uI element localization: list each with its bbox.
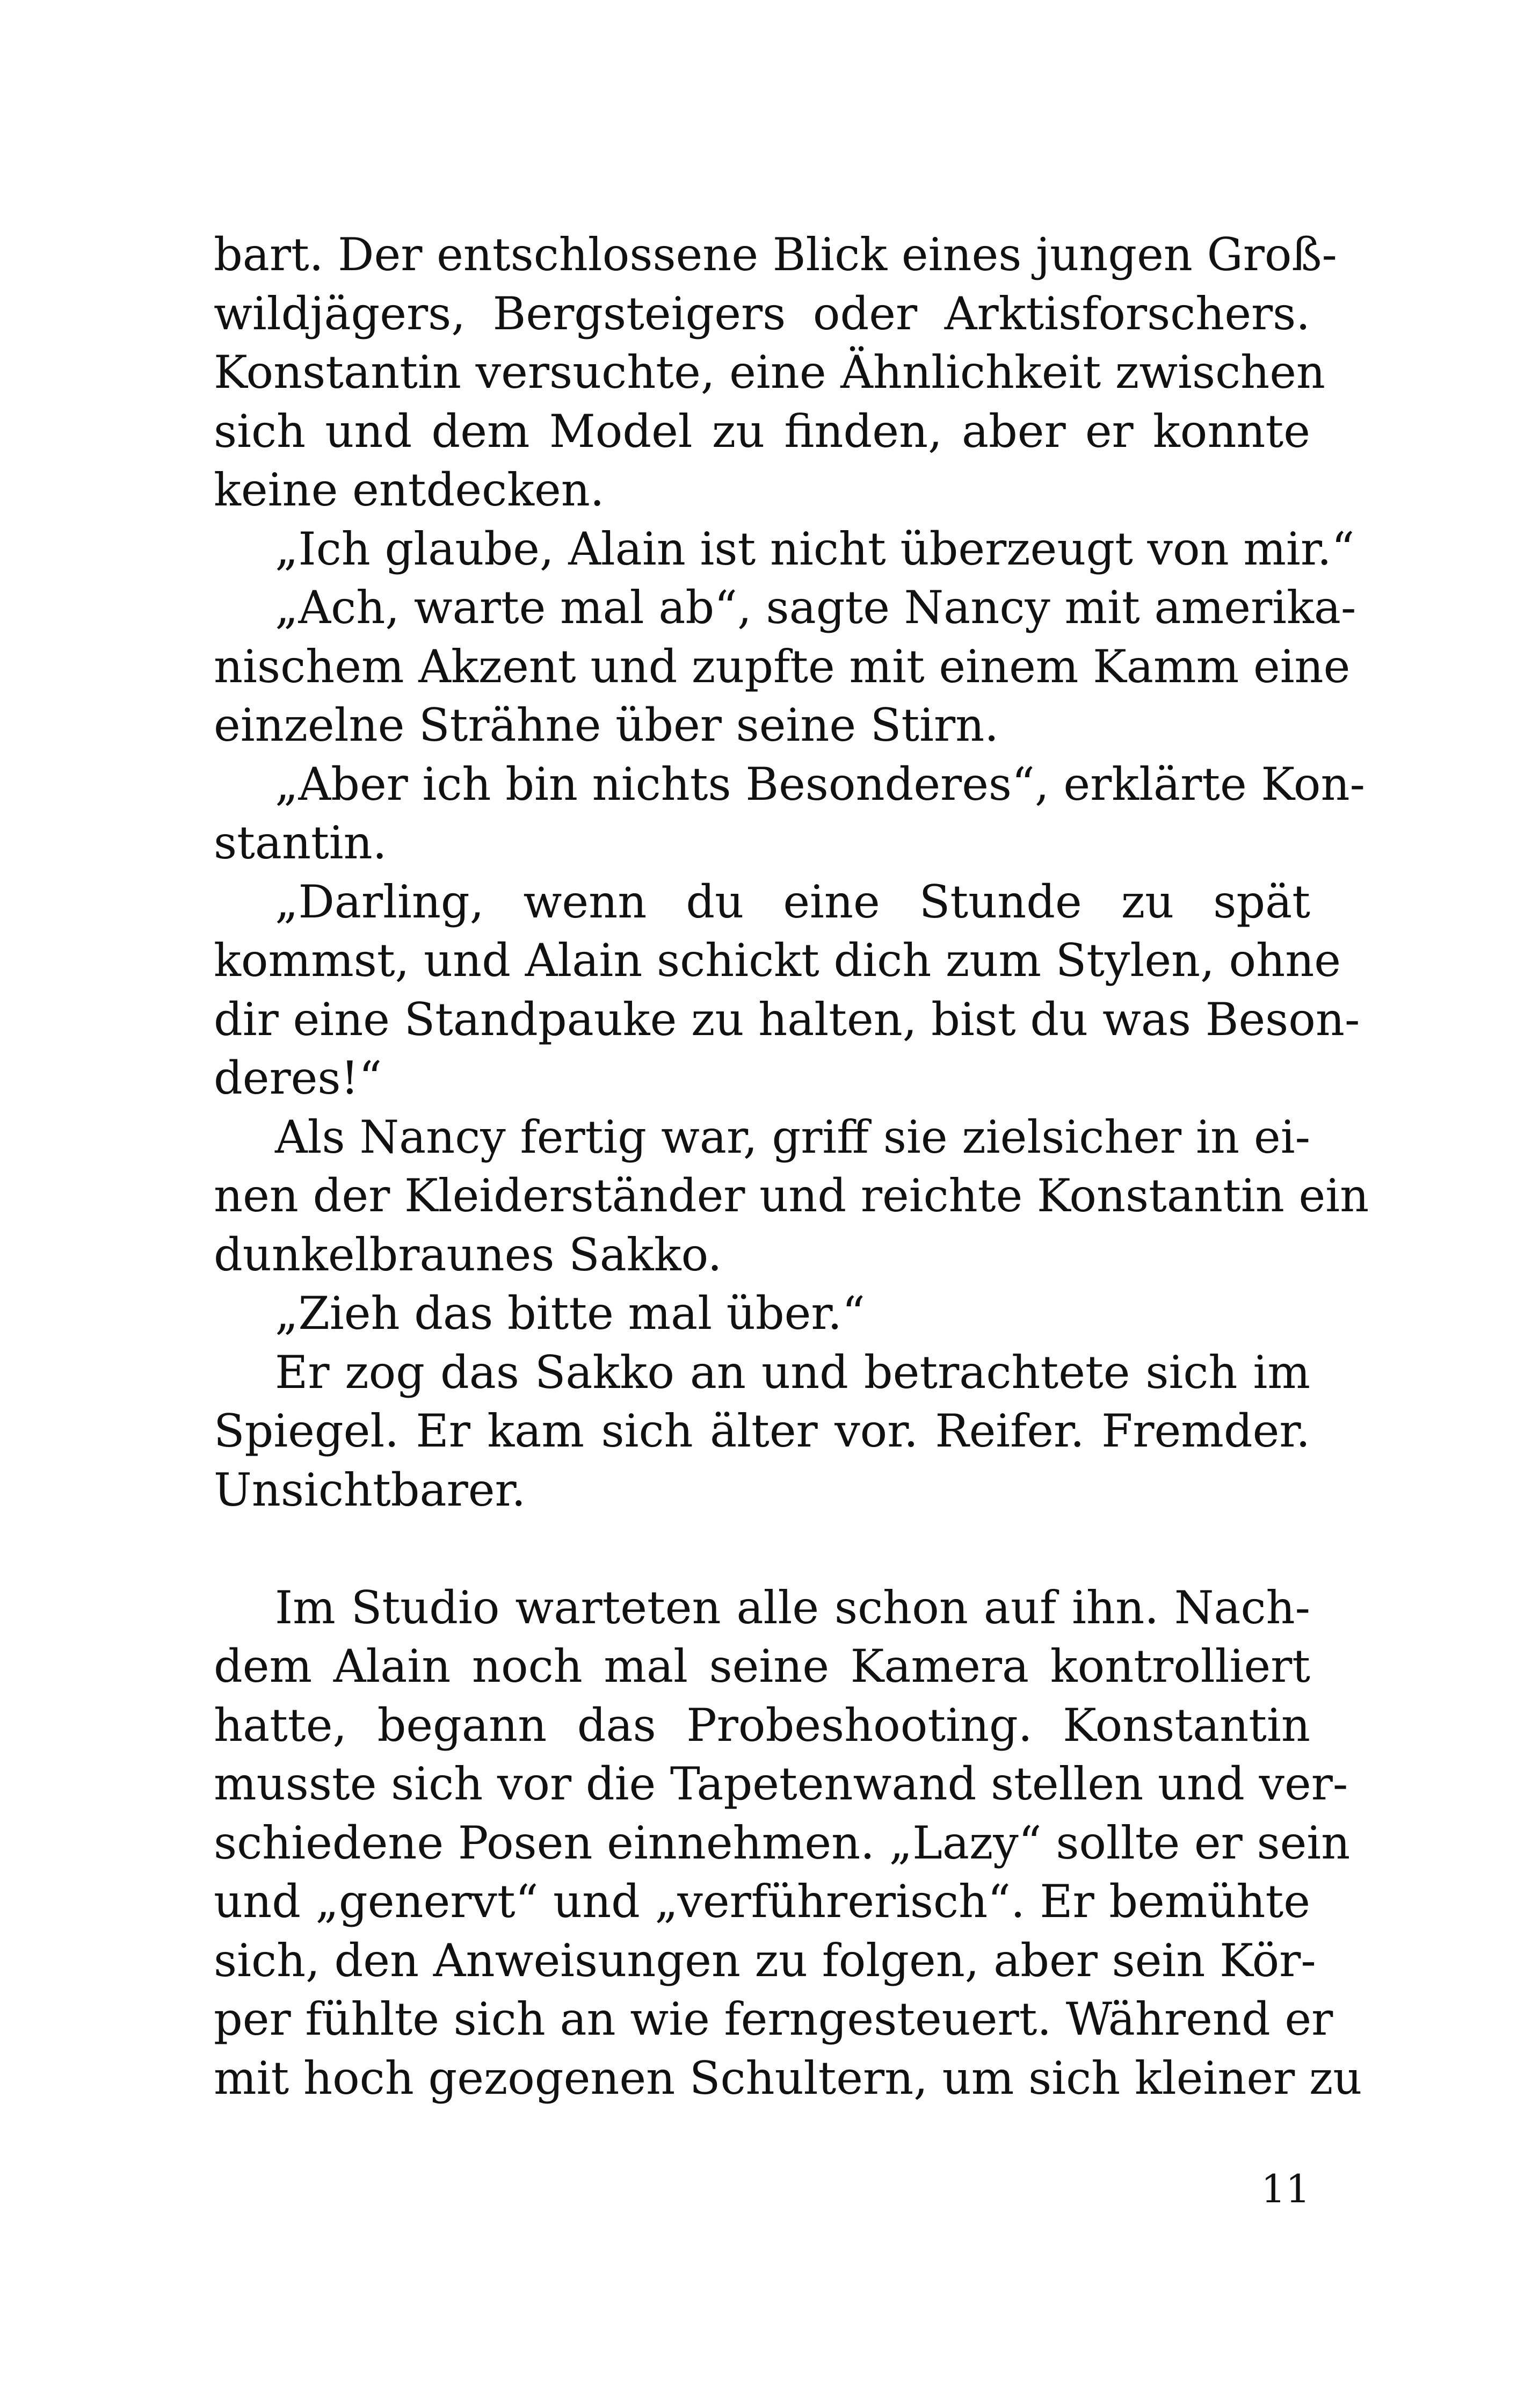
text-line: per fühlte sich an wie ferngesteuert. Während er [214, 1993, 1333, 2045]
text-line: nen der Kleiderständer und reichte Konstantin ein [214, 1169, 1369, 1222]
text-line: Im Studio warteten alle schon auf ihn. Nach- [275, 1581, 1310, 1634]
text-line: Spiegel. Er kam sich älter vor. Reifer. Fremder. [214, 1405, 1310, 1457]
text-line: „Darling, wenn du eine Stunde zu spät [275, 875, 1310, 928]
text-line: „Aber ich bin nichts Besonderes“, erklärte Kon- [275, 757, 1365, 811]
page-number: 11 [1261, 2166, 1310, 2211]
text-line: nischem Akzent und zupfte mit einem Kamm eine [214, 640, 1351, 693]
text-line: einzelne Strähne über seine Stirn. [214, 699, 999, 751]
text-line: stantin. [214, 816, 387, 869]
text-line: wildjägers, Bergsteigers oder Arktisforschers. [214, 287, 1310, 340]
text-line: dem Alain noch mal seine Kamera kontrolliert [214, 1640, 1310, 1693]
text-line: Er zog das Sakko an und betrachtete sich im [275, 1346, 1310, 1399]
text-line: hatte, begann das Probeshooting. Konstantin [214, 1698, 1310, 1752]
text-line: keine entdecken. [214, 464, 605, 516]
text-line: „Zieh das bitte mal über.“ [275, 1287, 865, 1340]
text-line: sich, den Anweisungen zu folgen, aber sein Kör- [214, 1934, 1316, 1987]
text-line: mit hoch gezogenen Schultern, um sich kleiner zu [214, 2051, 1362, 2105]
text-line: dunkelbraunes Sakko. [214, 1228, 722, 1281]
body-text [214, 226, 1369, 2108]
text-line: schiedene Posen einnehmen. „Lazy“ sollte er sein [214, 1816, 1351, 1869]
text-line: Konstantin versuchte, eine Ähnlichkeit zwischen [214, 346, 1326, 399]
text-line: deres!“ [214, 1052, 382, 1104]
text-line: „Ach, warte mal ab“, sagte Nancy mit amerika- [275, 581, 1356, 634]
text-line: musste sich vor die Tapetenwand stellen und ver- [214, 1758, 1348, 1810]
section-break [214, 1520, 1310, 1579]
text-line: Als Nancy fertig war, griff sie zielsicher in ei- [275, 1110, 1310, 1163]
text-line: „Ich glaube, Alain ist nicht überzeugt von mir.“ [275, 522, 1355, 575]
text-line: bart. Der entschlossene Blick eines jungen Groß- [214, 228, 1337, 281]
text-line: sich und dem Model zu finden, aber er konnte [214, 404, 1310, 458]
text-line: dir eine Standpauke zu halten, bist du was Beson- [214, 993, 1360, 1046]
text-line: und „genervt“ und „verführerisch“. Er bemühte [214, 1875, 1310, 1928]
text-line: Unsichtbarer. [214, 1463, 526, 1516]
text-line: kommst, und Alain schickt dich zum Stylen, ohne [214, 934, 1341, 987]
